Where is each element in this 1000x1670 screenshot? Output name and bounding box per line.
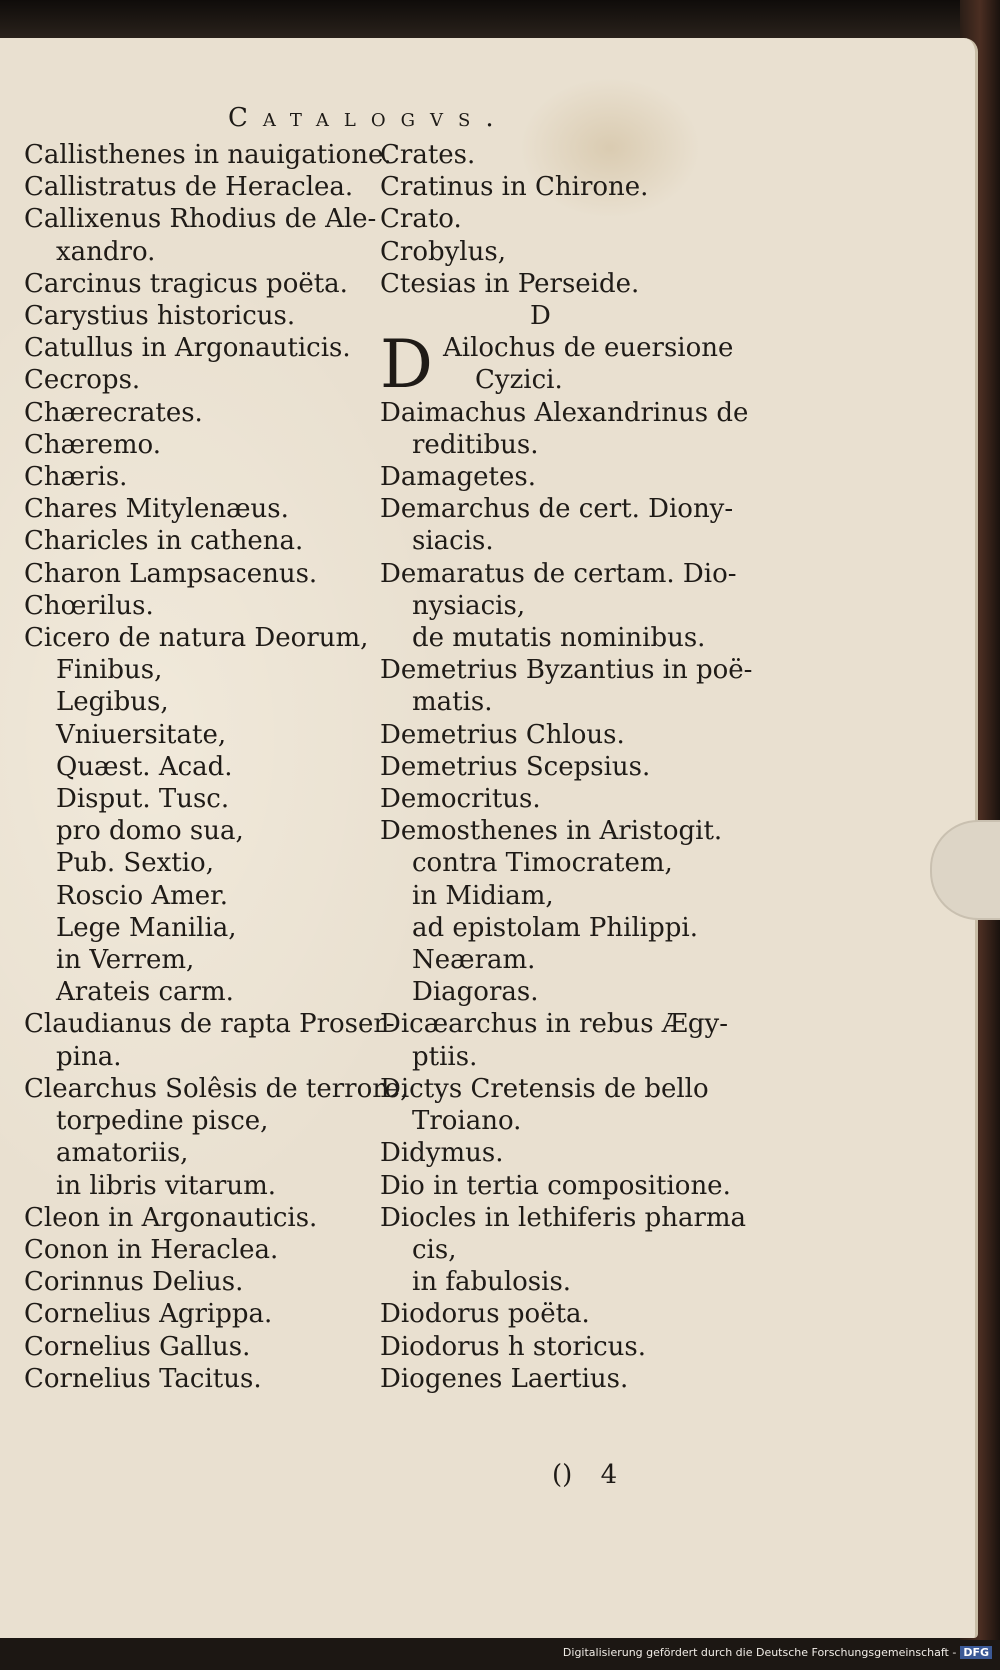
catalog-entry: Quæst. Acad. (56, 751, 233, 782)
catalog-entry: amatoriis, (56, 1138, 189, 1169)
catalog-entry: Chæremo. (24, 429, 162, 460)
catalog-entry: Pub. Sextio, (56, 848, 214, 879)
catalog-entry: Catullus in Argonauticis. (24, 333, 351, 364)
catalog-entry: Cornelius Tacitus. (24, 1363, 262, 1394)
catalog-entry: in libris vitarum. (56, 1170, 276, 1201)
catalog-entry: Ctesias in Perseide. (380, 268, 640, 299)
catalog-entry: Callisthenes in nauigatione. (24, 140, 392, 170)
catalog-entry: Cornelius Agrippa. (24, 1299, 273, 1330)
catalog-entry: Lege Manilia, (56, 912, 237, 943)
catalog-entry: Corinnus Delius. (24, 1267, 244, 1298)
digitization-credit (563, 1646, 992, 1659)
catalog-entry: Chœrilus. (24, 590, 154, 621)
catalog-entry: Crobylus, (380, 236, 506, 267)
signature-mark: () (552, 1460, 573, 1490)
catalog-entry: Claudianus de rapta Proser- (24, 1009, 395, 1040)
catalog-entry: Damagetes. (380, 462, 536, 493)
catalog-entry: Demaratus de certam. Dio- (380, 558, 737, 589)
catalog-entry: Vniuersitate, (56, 719, 227, 750)
catalog-entry: Charicles in cathena. (24, 526, 304, 557)
catalog-entry: Crates. (380, 140, 476, 170)
catalog-entry: Cicero de natura Deorum, (24, 623, 369, 654)
catalog-entry: in Verrem, (56, 945, 195, 976)
catalog-entry: Arateis carm. (56, 977, 234, 1008)
running-header: Catalogvs. (228, 103, 509, 133)
catalog-entry: Dio in tertia compositione. (380, 1170, 731, 1201)
catalog-entry: xandro. (56, 236, 156, 267)
book-page (0, 38, 978, 1638)
dropcap-entry-text: Ailochus de euersione (443, 333, 734, 364)
catalog-entry: Callixenus Rhodius de Ale- (24, 204, 377, 235)
catalog-entry: Crato. (380, 204, 462, 235)
catalog-entry: Cleon in Argonauticis. (24, 1202, 318, 1233)
catalog-entry: Cornelius Gallus. (24, 1331, 251, 1362)
catalog-entry: Diogenes Laertius. (380, 1363, 629, 1394)
catalog-entry: reditibus. (412, 429, 539, 460)
catalog-entry: Finibus, (56, 655, 163, 686)
catalog-entry: Legibus, (56, 687, 169, 718)
catalog-entry: Didymus. (380, 1138, 504, 1169)
catalog-entry: Disput. Tusc. (56, 784, 230, 815)
catalog-entry: matis. (412, 687, 493, 718)
catalog-entry: Daimachus Alexandrinus de (380, 397, 749, 428)
catalog-entry: torpedine pisce, (56, 1106, 269, 1137)
catalog-entry: pina. (56, 1041, 122, 1072)
right-before-list (380, 139, 752, 300)
catalog-entry: Demetrius Byzantius in poë- (380, 655, 753, 686)
catalog-entry: Chærecrates. (24, 397, 203, 428)
catalog-entry: Demarchus de cert. Diony- (380, 494, 734, 525)
catalog-entry: Diocles in lethiferis pharma (380, 1202, 747, 1233)
page-number: 4 (600, 1460, 618, 1490)
catalog-entry: contra Timocratem, (412, 848, 673, 879)
catalog-entry: in fabulosis. (412, 1267, 572, 1298)
section-letter: D (530, 301, 551, 332)
catalog-entry: Conon in Heraclea. (24, 1234, 279, 1265)
catalog-entry: Troiano. (412, 1106, 522, 1137)
catalog-entry: Cratinus in Chirone. (380, 172, 649, 203)
right-column (380, 139, 752, 1395)
catalog-entry: pro domo sua, (56, 816, 244, 847)
catalog-entry: Carystius historicus. (24, 301, 296, 332)
catalog-entry: nysiacis, (412, 590, 526, 621)
catalog-entry: Carcinus tragicus poëta. (24, 268, 348, 299)
catalog-entry: Dictys Cretensis de bello (380, 1073, 709, 1104)
catalog-entry: ptiis. (412, 1041, 478, 1072)
credit-text: Digitalisierung gefördert durch die Deutsche Forschungsgemeinschaft - (562, 1646, 957, 1659)
catalog-entry: in Midiam, (412, 880, 554, 911)
catalog-entry: Clearchus Solêsis de terrore, (24, 1073, 409, 1104)
catalog-entry: de mutatis nominibus. (412, 623, 706, 654)
catalog-entry: Diodorus h storicus. (380, 1331, 647, 1362)
right-before-group (380, 139, 752, 300)
catalog-entry: Democritus. (380, 784, 541, 815)
catalog-entry: Cecrops. (24, 365, 141, 396)
catalog-entry: Diodorus poëta. (380, 1299, 590, 1330)
catalog-entry: Chæris. (24, 462, 128, 493)
right-after-list (380, 397, 752, 1395)
catalog-entry: siacis. (412, 526, 494, 557)
catalog-entry: cis, (412, 1234, 457, 1265)
catalog-entry: Demetrius Chlous. (380, 719, 625, 750)
dropcap-letter: D (380, 326, 433, 404)
dropcap-entry-line2: Cyzici. (475, 365, 563, 396)
catalog-entry: Chares Mitylenæus. (24, 494, 289, 525)
catalog-entry: Dicæarchus in rebus Ægy- (380, 1009, 729, 1040)
catalog-entry: Demetrius Scepsius. (380, 751, 651, 782)
catalog-entry: ad epistolam Philippi. (412, 912, 698, 943)
page-footer (552, 1460, 617, 1490)
catalog-entry: Demosthenes in Aristogit. (380, 816, 723, 847)
catalog-entry: Callistratus de Heraclea. (24, 172, 354, 203)
left-column (24, 139, 408, 1395)
dfg-logo: DFG (960, 1646, 992, 1659)
catalog-entry: Roscio Amer. (56, 880, 229, 911)
catalog-entry: Charon Lampsacenus. (24, 558, 318, 589)
catalog-entry: Neæram. (412, 945, 536, 976)
right-after-group (380, 397, 752, 1395)
catalog-entry: Diagoras. (412, 977, 539, 1008)
